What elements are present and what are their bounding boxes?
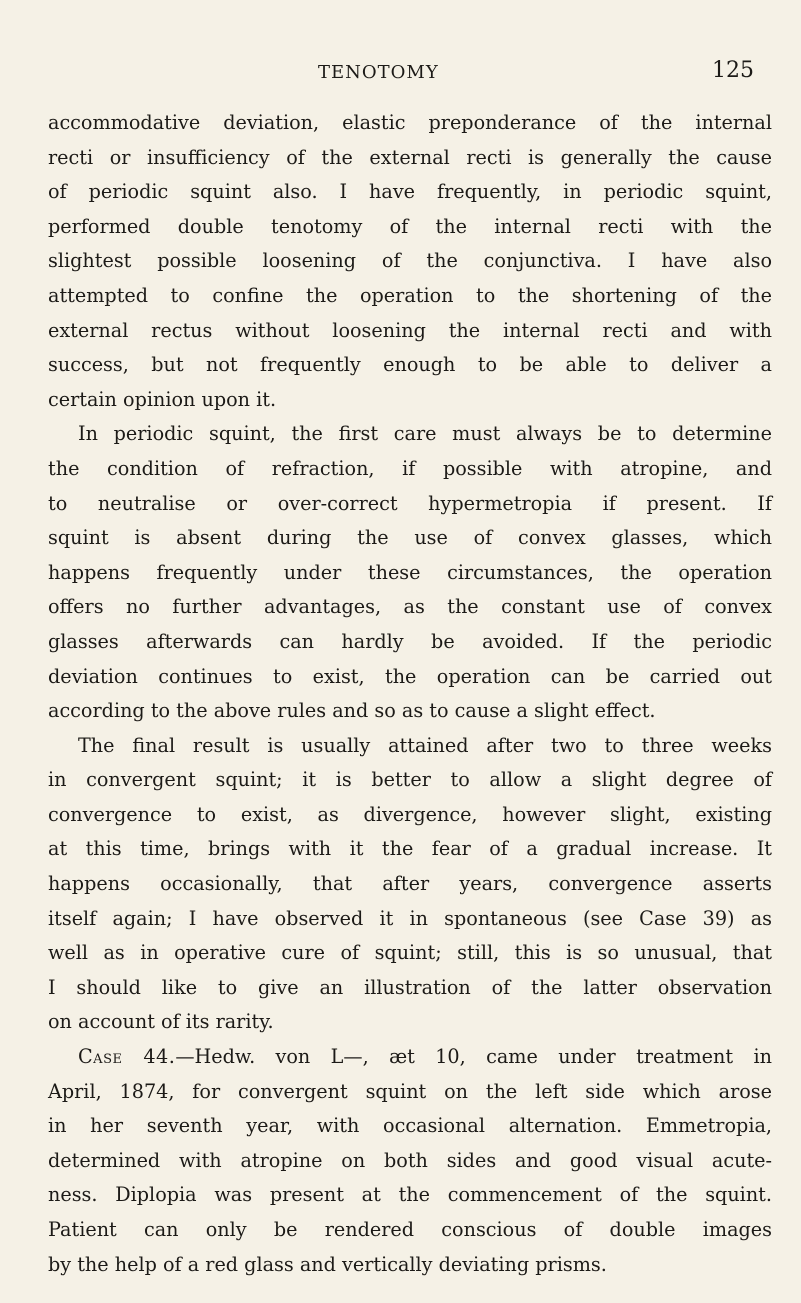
body-text [48,106,772,1282]
paragraph-2 [48,417,772,728]
text-line: happens occasionally, that after years, convergence asserts [48,872,772,896]
text-line: on account of its rarity. [48,1010,274,1034]
paragraph-1 [48,106,772,417]
text-line: according to the above rules and so as to cause a slight effect. [48,699,656,723]
case-label: Case 44. [78,1045,176,1069]
text-line: the condition of refraction, if possible with atropine, and [48,456,772,480]
page-number: 125 [712,58,754,83]
case-intro-text: —Hedw. von L—, æt 10, came under treatment in [175,1045,772,1069]
text-line: The final result is usually attained after two to three weeks [78,733,772,757]
text-line: April, 1874, for convergent squint on the left side which arose [48,1079,772,1103]
text-line: squint is absent during the use of convex glasses, which [48,526,772,550]
text-line: offers no further advantages, as the constant use of convex [48,595,772,619]
text-line [48,1040,772,1075]
text-line: ness. Diplopia was present at the commencement of the squint. [48,1183,772,1207]
text-line: at this time, brings with it the fear of a gradual increase. It [48,837,772,861]
text-line: deviation continues to exist, the operation can be carried out [48,664,772,688]
text-line: certain opinion upon it. [48,387,277,411]
running-title: TENOTOMY [318,62,439,83]
text-line: convergence to exist, as divergence, however slight, existing [48,802,772,826]
text-line: success, but not frequently enough to be able to deliver a [48,353,772,377]
text-line: recti or insufficiency of the external recti is generally the cause [48,145,772,169]
text-line: slightest possible loosening of the conjunctiva. I have also [48,249,772,273]
text-line: determined with atropine on both sides and good visual acute- [48,1148,772,1172]
text-line: by the help of a red glass and vertically deviating prisms. [48,1252,607,1276]
text-line: to neutralise or over-correct hypermetropia if present. If [48,491,772,515]
text-line: itself again; I have observed it in spontaneous (see Case 39) as [48,906,772,930]
paragraph-3 [48,729,772,1040]
text-line: attempted to confine the operation to the shortening of the [48,283,772,307]
text-line: happens frequently under these circumstances, the operation [48,560,772,584]
text-line: well as in operative cure of squint; still, this is so unusual, that [48,941,772,965]
text-line: accommodative deviation, elastic preponderance of the internal [48,111,772,134]
text-line: external rectus without loosening the internal recti and with [48,318,772,342]
text-line: In periodic squint, the first care must always be to determine [78,422,772,446]
text-line: glasses afterwards can hardly be avoided. If the periodic [48,629,772,653]
running-header [0,58,801,88]
text-line: in convergent squint; it is better to allow a slight degree of [48,768,772,792]
case-paragraph [48,1040,772,1282]
text-line: I should like to give an illustration of the latter observation [48,975,772,999]
text-line: performed double tenotomy of the internal recti with the [48,214,772,238]
text-line: in her seventh year, with occasional alternation. Emmetropia, [48,1114,772,1138]
text-line: of periodic squint also. I have frequently, in periodic squint, [48,180,772,204]
text-line: Patient can only be rendered conscious of double images [48,1218,772,1241]
